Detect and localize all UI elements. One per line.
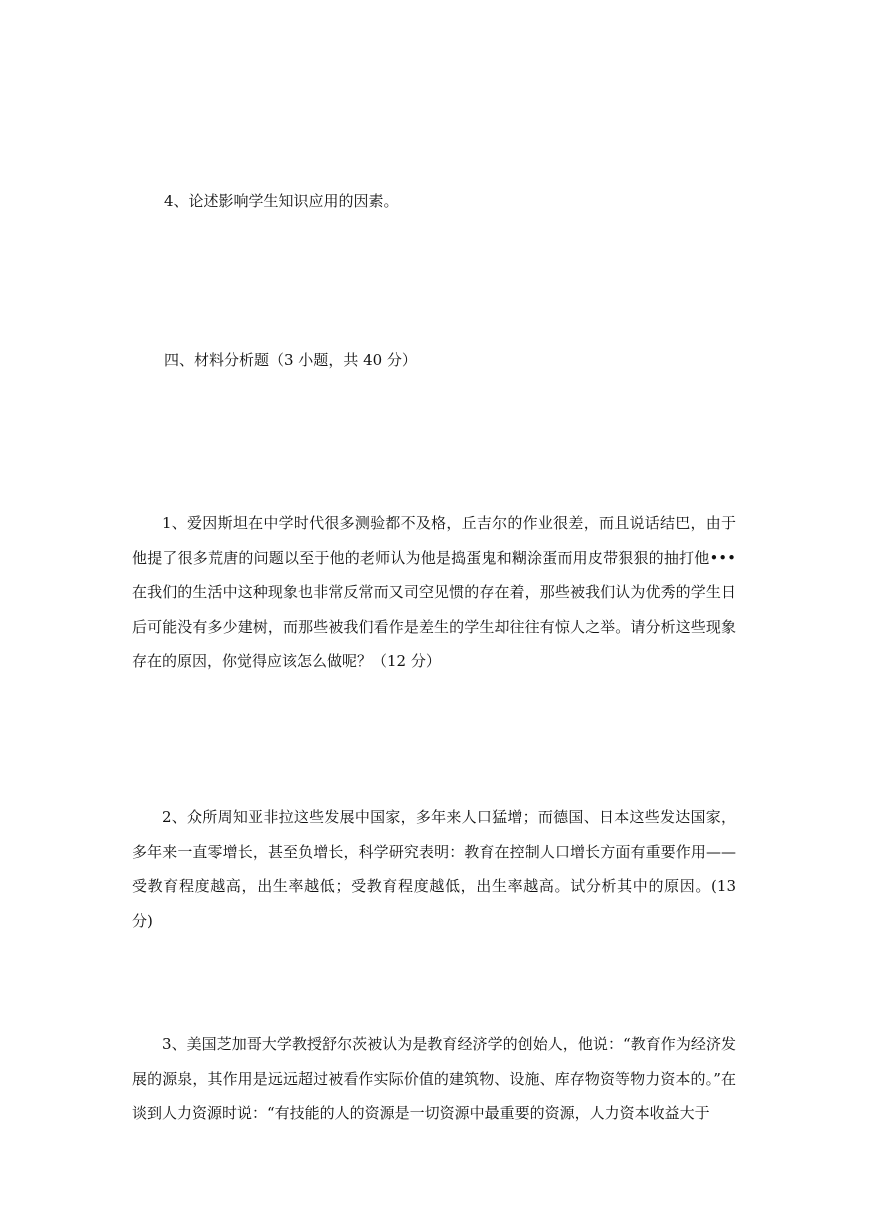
material-question-2: 2、众所周知亚非拉这些发展中国家，多年来人口猛增；而德国、日本这些发达国家，多年来一直零增长，甚至负增长，科学研究表明：教育在控制人口增长方面有重要作用——受教育程度越高，出生率越低；受教育程度越低，出生率越高。试分析其中的原因。(13 分) — [132, 808, 736, 930]
material-question-3: 3、美国芝加哥大学教授舒尔茨被认为是教育经济学的创始人，他说：“教育作为经济发展的源泉，其作用是远远超过被看作实际价值的建筑物、设施、库存物资等物力资本的。”在谈到人力资源时说：“有技能的人的资源是一切资源中最重要的资源，人力资本收益大于 — [132, 1035, 736, 1122]
material-question-1: 1、爱因斯坦在中学时代很多测验都不及格，丘吉尔的作业很差，而且说话结巴，由于他提了很多荒唐的问题以至于他的老师认为他是捣蛋鬼和糊涂蛋而用皮带狠狠的抽打他•••在我们的生活中这种现象也非常反常而又司空见惯的存在着，那些被我们认为优秀的学生日后可能没有多少建树，而那些被我们看作是差生的学生却往往有惊人之举。请分析这些现象存在的原因，你觉得应该怎么做呢？（12 分） — [132, 514, 736, 670]
question-4-essay: 4、论述影响学生知识应用的因素。 — [164, 192, 399, 210]
section-heading-material-analysis: 四、材料分析题（3 小题，共 40 分） — [164, 351, 417, 369]
